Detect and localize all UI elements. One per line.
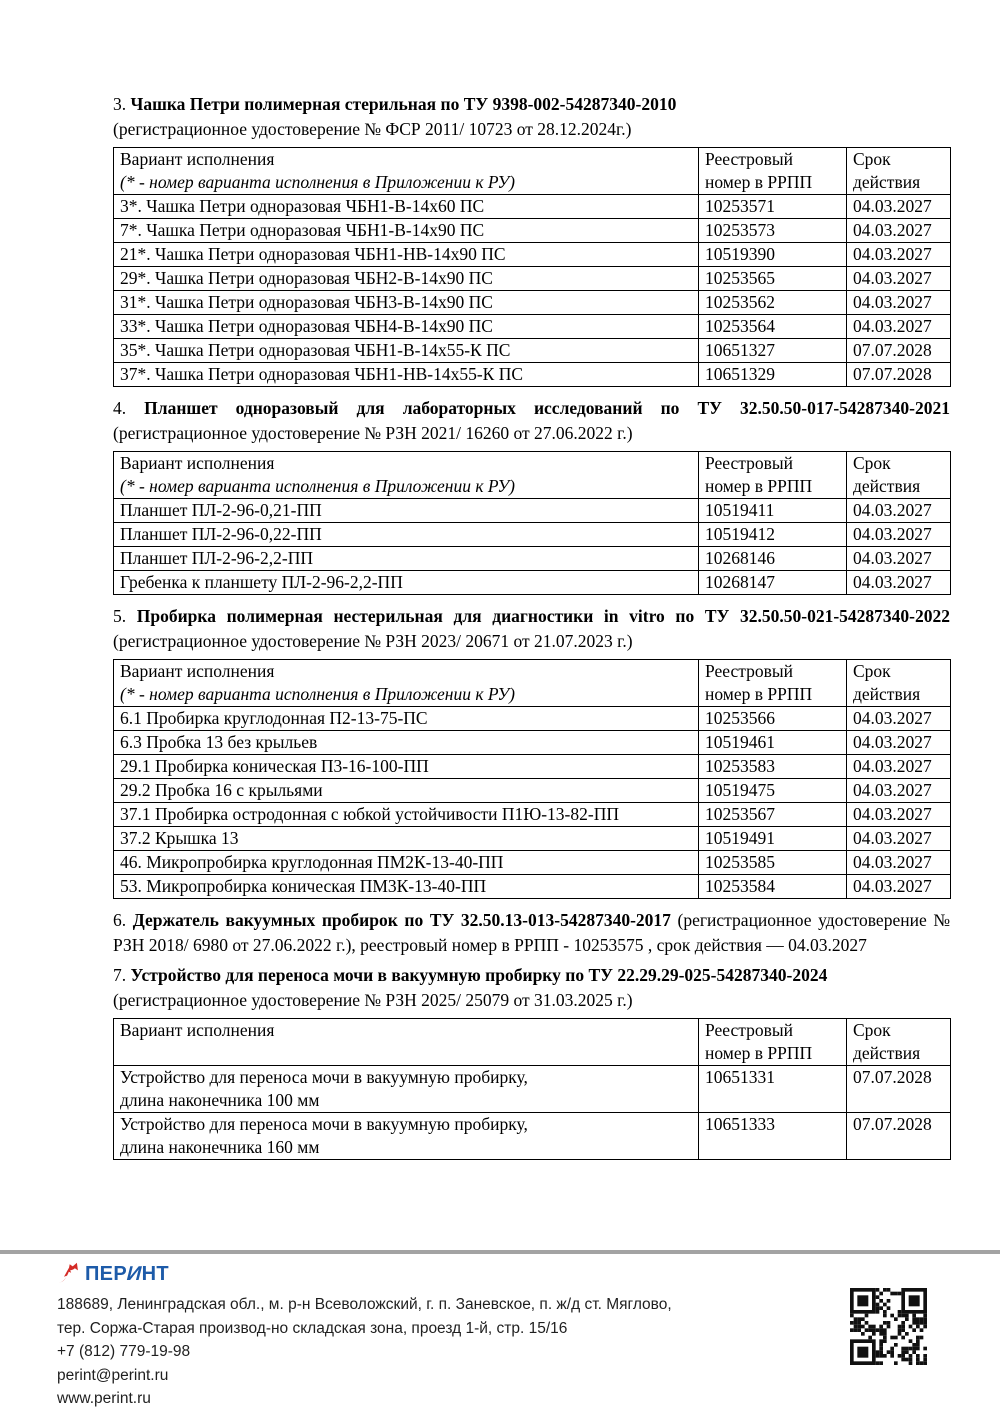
table-cell: 04.03.2027 bbox=[847, 571, 951, 595]
table-cell: 46. Микропробирка круглодонная ПМ2К-13-40-ПП bbox=[114, 851, 699, 875]
table-cell: 07.07.2028 bbox=[847, 1066, 951, 1113]
table-row bbox=[114, 267, 951, 291]
col-header-reg-number: Реестровый номер в РРПП bbox=[699, 148, 847, 195]
table-cell: 37.1 Пробирка остродонная с юбкой устойчивости П1Ю-13-82-ПП bbox=[114, 803, 699, 827]
table-cell: 04.03.2027 bbox=[847, 315, 951, 339]
table-cell: 37*. Чашка Петри одноразовая ЧБН1-НВ-14х55-К ПС bbox=[114, 363, 699, 387]
perint-logo bbox=[57, 1262, 672, 1285]
col-header-reg-number: Реестровый номер в РРПП bbox=[699, 1019, 847, 1066]
col-header-variant bbox=[114, 660, 699, 707]
table-cell: 04.03.2027 bbox=[847, 875, 951, 899]
table-cell: 10519475 bbox=[699, 779, 847, 803]
table-cell: 53. Микропробирка коническая ПМ3К-13-40-ПП bbox=[114, 875, 699, 899]
address-line-1: 188689, Ленинградская обл., м. р-н Всеволожский, г. п. Заневское, п. ж/д ст. Мяглово, bbox=[57, 1296, 672, 1313]
table-cell: 10253565 bbox=[699, 267, 847, 291]
table-cell: 04.03.2027 bbox=[847, 291, 951, 315]
table-cell: 29.2 Пробка 16 с крыльями bbox=[114, 779, 699, 803]
table-row bbox=[114, 547, 951, 571]
registration-note: (регистрационное удостоверение № РЗН 2023/ 20671 от 21.07.2023 г.) bbox=[113, 631, 633, 651]
col-header-validity: Срок действия bbox=[847, 452, 951, 499]
section-number: 3. bbox=[113, 94, 127, 114]
table-row bbox=[114, 195, 951, 219]
table-cell: Гребенка к планшету ПЛ-2-96-2,2-ПП bbox=[114, 571, 699, 595]
table-cell: 10519390 bbox=[699, 243, 847, 267]
section-5-heading bbox=[113, 604, 950, 654]
table-cell: 04.03.2027 bbox=[847, 827, 951, 851]
section-title: Чашка Петри полимерная стерильная по ТУ 9398-002-54287340-2010 bbox=[130, 94, 677, 114]
contact-block bbox=[57, 1293, 672, 1411]
table-row bbox=[114, 803, 951, 827]
qr-code bbox=[850, 1288, 927, 1365]
table-cell: Устройство для переноса мочи в вакуумную пробирку, длина наконечника 160 мм bbox=[114, 1113, 699, 1160]
section-title: Держатель вакуумных пробирок по ТУ 32.50.13-013-54287340-2017 bbox=[132, 910, 671, 930]
table-cell: 04.03.2027 bbox=[847, 243, 951, 267]
product-table-plates bbox=[113, 451, 951, 595]
table-cell: 04.03.2027 bbox=[847, 267, 951, 291]
col-header-reg-number: Реестровый номер в РРПП bbox=[699, 660, 847, 707]
table-row bbox=[114, 1113, 951, 1160]
table-cell: 10651329 bbox=[699, 363, 847, 387]
col-header-variant-label: Вариант исполнения bbox=[120, 1020, 275, 1040]
section-title: Планшет одноразовый для лабораторных исследований по ТУ 32.50.50-017-54287340-2021 bbox=[144, 398, 950, 418]
col-header-variant-note: (* - номер варианта исполнения в Приложении к РУ) bbox=[120, 684, 515, 704]
table-cell: 04.03.2027 bbox=[847, 851, 951, 875]
table-cell: Планшет ПЛ-2-96-2,2-ПП bbox=[114, 547, 699, 571]
section-4-heading bbox=[113, 396, 950, 446]
section-title: Пробирка полимерная нестерильная для диагностики in vitro по ТУ 32.50.50-021-54287340-2022 bbox=[136, 606, 950, 626]
registration-note: (регистрационное удостоверение № РЗН 2021/ 16260 от 27.06.2022 г.) bbox=[113, 423, 633, 443]
table-row bbox=[114, 875, 951, 899]
table-cell: 04.03.2027 bbox=[847, 523, 951, 547]
table-cell: 07.07.2028 bbox=[847, 1113, 951, 1160]
table-row bbox=[114, 755, 951, 779]
address-line-2: тер. Соржа-Старая производ-но складская зона, проезд 1-й, стр. 15/16 bbox=[57, 1319, 568, 1337]
table-cell: 10519491 bbox=[699, 827, 847, 851]
table-cell: 6.3 Пробка 13 без крыльев bbox=[114, 731, 699, 755]
table-cell: 10651331 bbox=[699, 1066, 847, 1113]
table-cell: 04.03.2027 bbox=[847, 779, 951, 803]
table-cell: Устройство для переноса мочи в вакуумную пробирку, длина наконечника 100 мм bbox=[114, 1066, 699, 1113]
table-cell: 10651333 bbox=[699, 1113, 847, 1160]
table-cell: 10519411 bbox=[699, 499, 847, 523]
table-row bbox=[114, 731, 951, 755]
table-cell: 04.03.2027 bbox=[847, 731, 951, 755]
section-number: 5. bbox=[113, 606, 127, 626]
table-cell: 10651327 bbox=[699, 339, 847, 363]
col-header-validity: Срок действия bbox=[847, 1019, 951, 1066]
table-row bbox=[114, 1066, 951, 1113]
table-row bbox=[114, 219, 951, 243]
table-cell: 31*. Чашка Петри одноразовая ЧБН3-В-14х90 ПС bbox=[114, 291, 699, 315]
table-cell: 04.03.2027 bbox=[847, 803, 951, 827]
table-header-row bbox=[114, 660, 951, 707]
table-cell: 35*. Чашка Петри одноразовая ЧБН1-В-14х55-К ПС bbox=[114, 339, 699, 363]
col-header-variant-note: (* - номер варианта исполнения в Приложении к РУ) bbox=[120, 172, 515, 192]
col-header-variant bbox=[114, 452, 699, 499]
table-cell: 21*. Чашка Петри одноразовая ЧБН1-НВ-14х90 ПС bbox=[114, 243, 699, 267]
table-cell: 10253567 bbox=[699, 803, 847, 827]
col-header-variant bbox=[114, 148, 699, 195]
table-cell: 37.2 Крышка 13 bbox=[114, 827, 699, 851]
section-6-heading bbox=[113, 908, 950, 958]
col-header-variant-label: Вариант исполнения bbox=[120, 661, 275, 681]
table-cell: 04.03.2027 bbox=[847, 547, 951, 571]
table-cell: 10253571 bbox=[699, 195, 847, 219]
table-cell: 04.03.2027 bbox=[847, 499, 951, 523]
product-table-petri-dishes bbox=[113, 147, 951, 387]
table-cell: Планшет ПЛ-2-96-0,22-ПП bbox=[114, 523, 699, 547]
table-cell: 29*. Чашка Петри одноразовая ЧБН2-В-14х90 ПС bbox=[114, 267, 699, 291]
table-cell: 7*. Чашка Петри одноразовая ЧБН1-В-14х90 ПС bbox=[114, 219, 699, 243]
table-cell: 10253584 bbox=[699, 875, 847, 899]
email-address: perint@perint.ru bbox=[57, 1366, 169, 1384]
table-row bbox=[114, 779, 951, 803]
table-cell: 10253583 bbox=[699, 755, 847, 779]
website-url: www.perint.ru bbox=[57, 1390, 151, 1407]
table-row bbox=[114, 827, 951, 851]
table-row bbox=[114, 499, 951, 523]
registration-note: (регистрационное удостоверение № РЗН 2025/ 25079 от 31.03.2025 г.) bbox=[113, 990, 633, 1010]
table-header-row bbox=[114, 1019, 951, 1066]
table-row bbox=[114, 851, 951, 875]
section-7-heading bbox=[113, 963, 950, 1013]
table-cell: 10253564 bbox=[699, 315, 847, 339]
table-cell: 07.07.2028 bbox=[847, 339, 951, 363]
table-cell: 04.03.2027 bbox=[847, 755, 951, 779]
col-header-variant-note: (* - номер варианта исполнения в Приложении к РУ) bbox=[120, 476, 515, 496]
section-number: 7. bbox=[113, 965, 127, 985]
table-cell: Планшет ПЛ-2-96-0,21-ПП bbox=[114, 499, 699, 523]
table-cell: 04.03.2027 bbox=[847, 219, 951, 243]
section-title: Устройство для переноса мочи в вакуумную пробирку по ТУ 22.29.29-025-54287340-2024 bbox=[130, 965, 828, 985]
perint-logo-icon bbox=[57, 1262, 80, 1285]
table-cell: 33*. Чашка Петри одноразовая ЧБН4-В-14х90 ПС bbox=[114, 315, 699, 339]
table-cell: 3*. Чашка Петри одноразовая ЧБН1-В-14х60 ПС bbox=[114, 195, 699, 219]
document-body bbox=[113, 88, 950, 1169]
col-header-variant bbox=[114, 1019, 699, 1066]
table-cell: 29.1 Пробирка коническая П3-16-100-ПП bbox=[114, 755, 699, 779]
table-row bbox=[114, 315, 951, 339]
table-row bbox=[114, 571, 951, 595]
phone-number: +7 (812) 779-19-98 bbox=[57, 1343, 191, 1360]
section-number: 4. bbox=[113, 398, 127, 418]
col-header-validity: Срок действия bbox=[847, 660, 951, 707]
table-cell: 10268147 bbox=[699, 571, 847, 595]
table-cell: 10253566 bbox=[699, 707, 847, 731]
table-header-row bbox=[114, 148, 951, 195]
col-header-validity: Срок действия bbox=[847, 148, 951, 195]
table-cell: 10253562 bbox=[699, 291, 847, 315]
table-cell: 04.03.2027 bbox=[847, 707, 951, 731]
table-cell: 10253573 bbox=[699, 219, 847, 243]
footer bbox=[57, 1262, 672, 1411]
col-header-variant-label: Вариант исполнения bbox=[120, 149, 275, 169]
table-cell: 10268146 bbox=[699, 547, 847, 571]
registration-note: (регистрационное удостоверение № РЗН 2018/ 6980 от 27.06.2022 г.), реестровый номер в РРПП - 10253575 , срок действия — 04.03.2027 bbox=[113, 910, 951, 955]
table-row bbox=[114, 291, 951, 315]
table-cell: 6.1 Пробирка круглодонная П2-13-75-ПС bbox=[114, 707, 699, 731]
table-cell: 10253585 bbox=[699, 851, 847, 875]
table-cell: 10519461 bbox=[699, 731, 847, 755]
table-row bbox=[114, 707, 951, 731]
col-header-variant-label: Вариант исполнения bbox=[120, 453, 275, 473]
table-row bbox=[114, 243, 951, 267]
table-cell: 07.07.2028 bbox=[847, 363, 951, 387]
col-header-reg-number: Реестровый номер в РРПП bbox=[699, 452, 847, 499]
table-cell: 04.03.2027 bbox=[847, 195, 951, 219]
table-row bbox=[114, 339, 951, 363]
registration-note: (регистрационное удостоверение № ФСР 2011/ 10723 от 28.12.2024г.) bbox=[113, 119, 632, 139]
table-header-row bbox=[114, 452, 951, 499]
product-table-urine-transfer bbox=[113, 1018, 951, 1160]
product-table-test-tubes bbox=[113, 659, 951, 899]
table-row bbox=[114, 363, 951, 387]
table-row bbox=[114, 523, 951, 547]
footer-divider bbox=[0, 1250, 1000, 1254]
section-3-heading bbox=[113, 92, 950, 142]
section-number: 6. bbox=[113, 910, 127, 930]
table-cell: 10519412 bbox=[699, 523, 847, 547]
perint-logo-text: ПЕРИНТ bbox=[85, 1262, 169, 1285]
